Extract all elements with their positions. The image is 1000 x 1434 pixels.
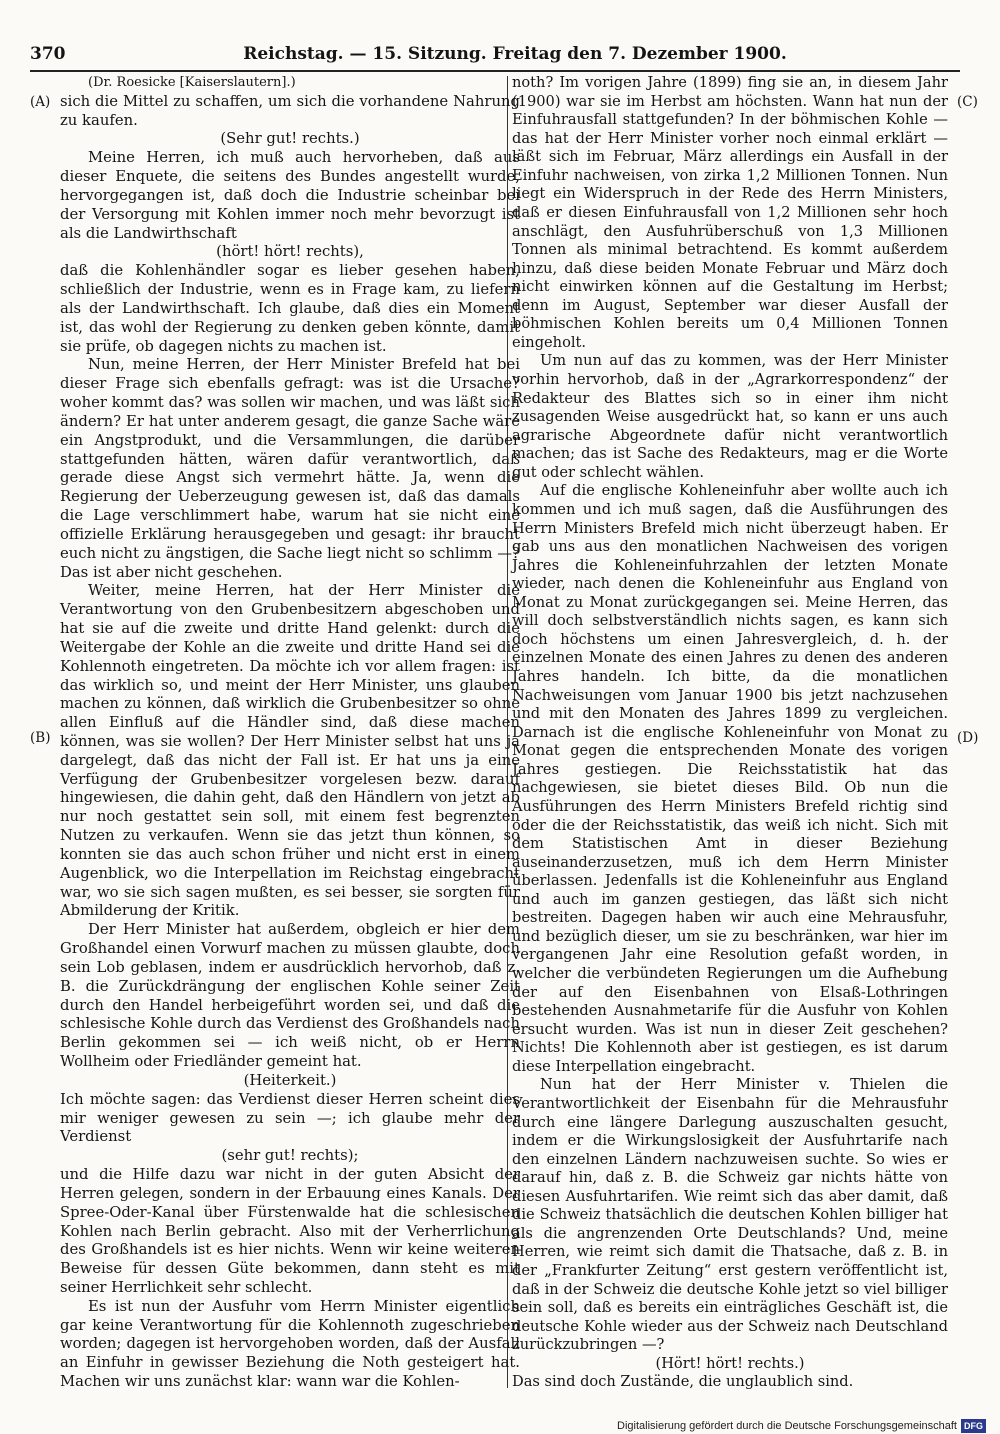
speaker-line: (Dr. Roesicke [Kaiserslautern].)	[88, 75, 296, 90]
paragraph: daß die Kohlenhändler sogar es lieber gesehen haben, schließlich der Industrie, wenn es in Frage kam, zu liefern als der Landwirthschaft. Ich glaube, daß dies ein Moment ist, das wohl der Regierung zu denken geben könnte, damit sie prüfe, ob dagegen nichts zu machen ist.	[60, 262, 520, 355]
interjection: (Heiterkeit.)	[243, 1071, 337, 1089]
paragraph: Auf die englische Kohleneinfuhr aber wollte auch ich kommen und ich muß sagen, daß die Ausführungen des Herrn Ministers Brefeld mich nicht überzeugt haben. Er gab uns aus den monatlichen Nachweisen des vorigen Jahres die Kohleneinfuhrzahlen der letzten Monate wieder, nach denen die Kohleneinfuhr aus England von Monat zu Monat zurückgegangen sei. Meine Herren, das will doch selbstverständlich nichts sagen, es kann sich doch höchstens um einen Jahresvergleich, d. h. der einzelnen Monate des einen Jahres zu denen des anderen Jahres handeln. Ich bitte, da die monatlichen Nachweisungen vom Januar 1900 bis jetzt nachzusehen und mit den Monaten des Jahres 1899 zu vergleichen. Darnach ist die englische Kohleneinfuhr von Monat zu Monat gegen die entsprechenden Monate des vorigen Jahres gestiegen. Die Reichsstatistik hat das nachgewiesen, sie bietet dieses Bild. Ob nun die Ausführungen des Herrn Ministers Brefeld richtig sind oder die der Reichsstatistik, das weiß ich nicht. Sich mit dem Statistischen Amt in dieser Beziehung auseinanderzusetzen, muß ich dem Herrn Minister überlassen. Jedenfalls ist die Kohleneinfuhr aus England und auch im ganzen gestiegen, das läßt sich nicht bestreiten. Dagegen haben wir auch eine Mehrausfuhr, und bezüglich dieser, um sie zu beschränken, war hier im vergangenen Jahr eine Resolution gefaßt worden, in welcher die verbündeten Regierungen um die Aufhebung der auf den Eisenbahnen von Elsaß-Lothringen bestehenden Ausnahmetarife für die Ausfuhr von Kohlen ersucht wurden. Was ist nun in dieser Zeit geschehen? Nichts! Die Kohlennoth aber ist gestiegen, es ist darum diese Interpellation eingebracht.	[512, 482, 948, 1075]
interjection: (Hört! hört! rechts.)	[655, 1354, 805, 1372]
paragraph: Der Herr Minister hat außerdem, obgleich er hier dem Großhandel einen Vorwurf machen zu müssen glaubte, doch sein Lob geblasen, indem er ausdrücklich hervorhob, daß z. B. die Zurückdrängung der englischen Kohle seiner Zeit durch den Handel herbeigeführt worden sei, und daß die schlesische Kohle durch das Verdienst des Großhandels nach Berlin gekommen sei — ich weiß nicht, ob er Herrn Wollheim oder Friedländer gemeint hat.	[60, 921, 520, 1071]
margin-marker-c: (C)	[957, 94, 978, 110]
paragraph: Um nun auf das zu kommen, was der Herr Minister vorhin hervorhob, daß in der „Agrarkorrespondenz“ der Redakteur des Blattes sich so in einer ihm nicht zusagenden Weise ausgedrückt hat, so kann er uns auch agrarische Abgeordnete dafür nicht verantwortlich machen; das ist Sache des Redakteurs, mag er die Worte gut oder schlecht wählen.	[512, 352, 948, 481]
footer-text: Digitalisierung gefördert durch die Deutsche Forschungsgemeinschaft	[617, 1420, 957, 1432]
paragraph: Weiter, meine Herren, hat der Herr Minister die Verantwortung von den Grubenbesitzern abgeschoben und hat sie auf die zweite und dritte Hand gelenkt: durch die Weitergabe der Kohle an die zweite und dritte Hand sei die Kohlennoth eingetreten. Da möchte ich vor allem fragen: ist das wirklich so, und meint der Herr Minister, uns glauben machen zu können, daß wirklich die Grubenbesitzer so ohne allen Einfluß auf die Händler sind, daß diese machen können, was sie wollen? Der Herr Minister selbst hat uns ja dargelegt, daß das nicht der Fall ist. Er hat uns ja eine Verfügung der Grubenbesitzer vorgelesen bezw. darauf hingewiesen, die dahin geht, daß den Händlern von jetzt ab nur noch gestattet sein soll, mit einem fest begrenzten Nutzen zu verkaufen. Wenn sie das jetzt thun können, so konnten sie das auch schon früher und nicht erst in einem Augenblick, wo die Interpellation im Reichstag eingebracht war, wo sie sich sagen mußten, es sei besser, sie sorgten für Abmilderung der Kritik.	[60, 582, 520, 920]
interjection: (hört! hört! rechts),	[216, 243, 364, 261]
left-column	[60, 74, 520, 1392]
paragraph: Meine Herren, ich muß auch hervorheben, daß aus dieser Enquete, die seitens des Bundes angestellt wurde, hervorgegangen ist, daß doch die Industrie scheinbar bei der Versorgung mit Kohlen immer noch mehr bevorzugt ist als die Landwirthschaft	[60, 149, 520, 242]
right-column	[512, 74, 948, 1392]
page-header	[30, 44, 960, 72]
running-head: Reichstag. — 15. Sitzung. Freitag den 7. Dezember 1900.	[243, 44, 787, 64]
footer-credit	[617, 1418, 986, 1434]
margin-marker-d: (D)	[957, 730, 979, 746]
header-rule	[30, 70, 960, 72]
paragraph: Das sind doch Zustände, die unglaublich sind.	[512, 1373, 854, 1391]
margin-marker-b: (B)	[30, 730, 51, 746]
page-number: 370	[30, 44, 66, 64]
paragraph: sich die Mittel zu schaffen, um sich die vorhandene Nahrung zu kaufen.	[60, 92, 520, 129]
dfg-logo-icon: DFG	[961, 1419, 986, 1433]
paragraph: Es ist nun der Ausfuhr vom Herrn Minister eigentlich gar keine Verantwortung für die Kohlennoth zugeschrieben worden; dagegen ist hervorgehoben worden, daß der Ausfall an Einfuhr in gewisser Beziehung die Noth gesteigert hat. Machen wir uns zunächst klar: wann war die Kohlen-	[60, 1297, 520, 1391]
interjection: (Sehr gut! rechts.)	[220, 130, 360, 148]
margin-marker-a: (A)	[30, 94, 51, 110]
paragraph: noth? Im vorigen Jahre (1899) fing sie an, in diesem Jahr (1900) war sie im Herbst am höchsten. Wann hat nun der Einfuhrausfall stattgefunden? In der böhmischen Kohle — das hat der Herr Minister vorher noch einmal erklärt — läßt sich im Februar, März allerdings ein Ausfall in der Einfuhr nachweisen, von zirka 1,2 Millionen Tonnen. Nun liegt ein Widerspruch in der Rede des Herrn Ministers, daß er diesen Einfuhrausfall von 1,2 Millionen sehr hoch anschlägt, den Ausfuhrüberschuß von 1,3 Millionen Tonnen als minimal betrachtend. Es kommt außerdem hinzu, daß diese beiden Monate Februar und März doch nicht einwirken können auf die Gestaltung im Herbst; denn im August, September war dieser Ausfall der böhmischen Kohlen bereits um 0,4 Millionen Tonnen eingeholt.	[512, 74, 948, 351]
paragraph: und die Hilfe dazu war nicht in der guten Absicht der Herren gelegen, sondern in der Erbauung eines Kanals. Der Spree-Oder-Kanal über Fürstenwalde hat die schlesischen Kohlen nach Berlin gebracht. Also mit der Verherrlichung des Großhandels ist es hier nichts. Wenn wir keine weiteren Beweise für dessen Güte bekommen, dann steht es mit seiner Herrlichkeit sehr schlecht.	[60, 1166, 520, 1296]
paragraph: Nun, meine Herren, der Herr Minister Brefeld hat bei dieser Frage sich ebenfalls gefragt: was ist die Ursache? woher kommt das? was sollen wir machen, und was läßt sich ändern? Er hat unter anderem gesagt, die ganze Sache wäre ein Angstprodukt, und die Versammlungen, die darüber stattgefunden hätten, wären dafür verantwortlich, daß gerade diese Angst sich vermehrt hätte. Ja, wenn die Regierung der Ueberzeugung gewesen ist, daß das damals die Lage verschlimmert habe, warum hat sie nicht eine offizielle Erklärung herausgegeben und gesagt: ihr braucht euch nicht zu ängstigen, die Sache liegt nicht so schlimm —? Das ist aber nicht geschehen.	[60, 356, 520, 581]
interjection: (sehr gut! rechts);	[221, 1147, 359, 1165]
paragraph: Ich möchte sagen: das Verdienst dieser Herren scheint dies mir weniger gewesen zu sein —; ich glaube mehr der Verdienst	[60, 1090, 520, 1146]
paragraph: Nun hat der Herr Minister v. Thielen die Verantwortlichkeit der Eisenbahn für die Mehrausfuhr durch eine längere Darlegung auszuschalten gesucht, indem er die Wirkungslosigkeit der Ausfuhrtarife nach den einzelnen Ländern nachzuweisen suchte. So wies er darauf hin, daß z. B. die Schweiz gar nichts hätte von diesen Ausfuhrtarifen. Wie reimt sich das aber damit, daß die Schweiz thatsächlich die deutschen Kohlen billiger hat als die angrenzenden Orte Deutschlands? Und, meine Herren, wie reimt sich damit die Thatsache, daß z. B. in der „Frankfurter Zeitung“ erst gestern veröffentlicht ist, daß in der Schweiz die deutsche Kohle jetzt so viel billiger sein soll, daß es bereits ein einträgliches Geschäft ist, die deutsche Kohle wieder aus der Schweiz nach Deutschland zurückzubringen —?	[512, 1076, 948, 1354]
